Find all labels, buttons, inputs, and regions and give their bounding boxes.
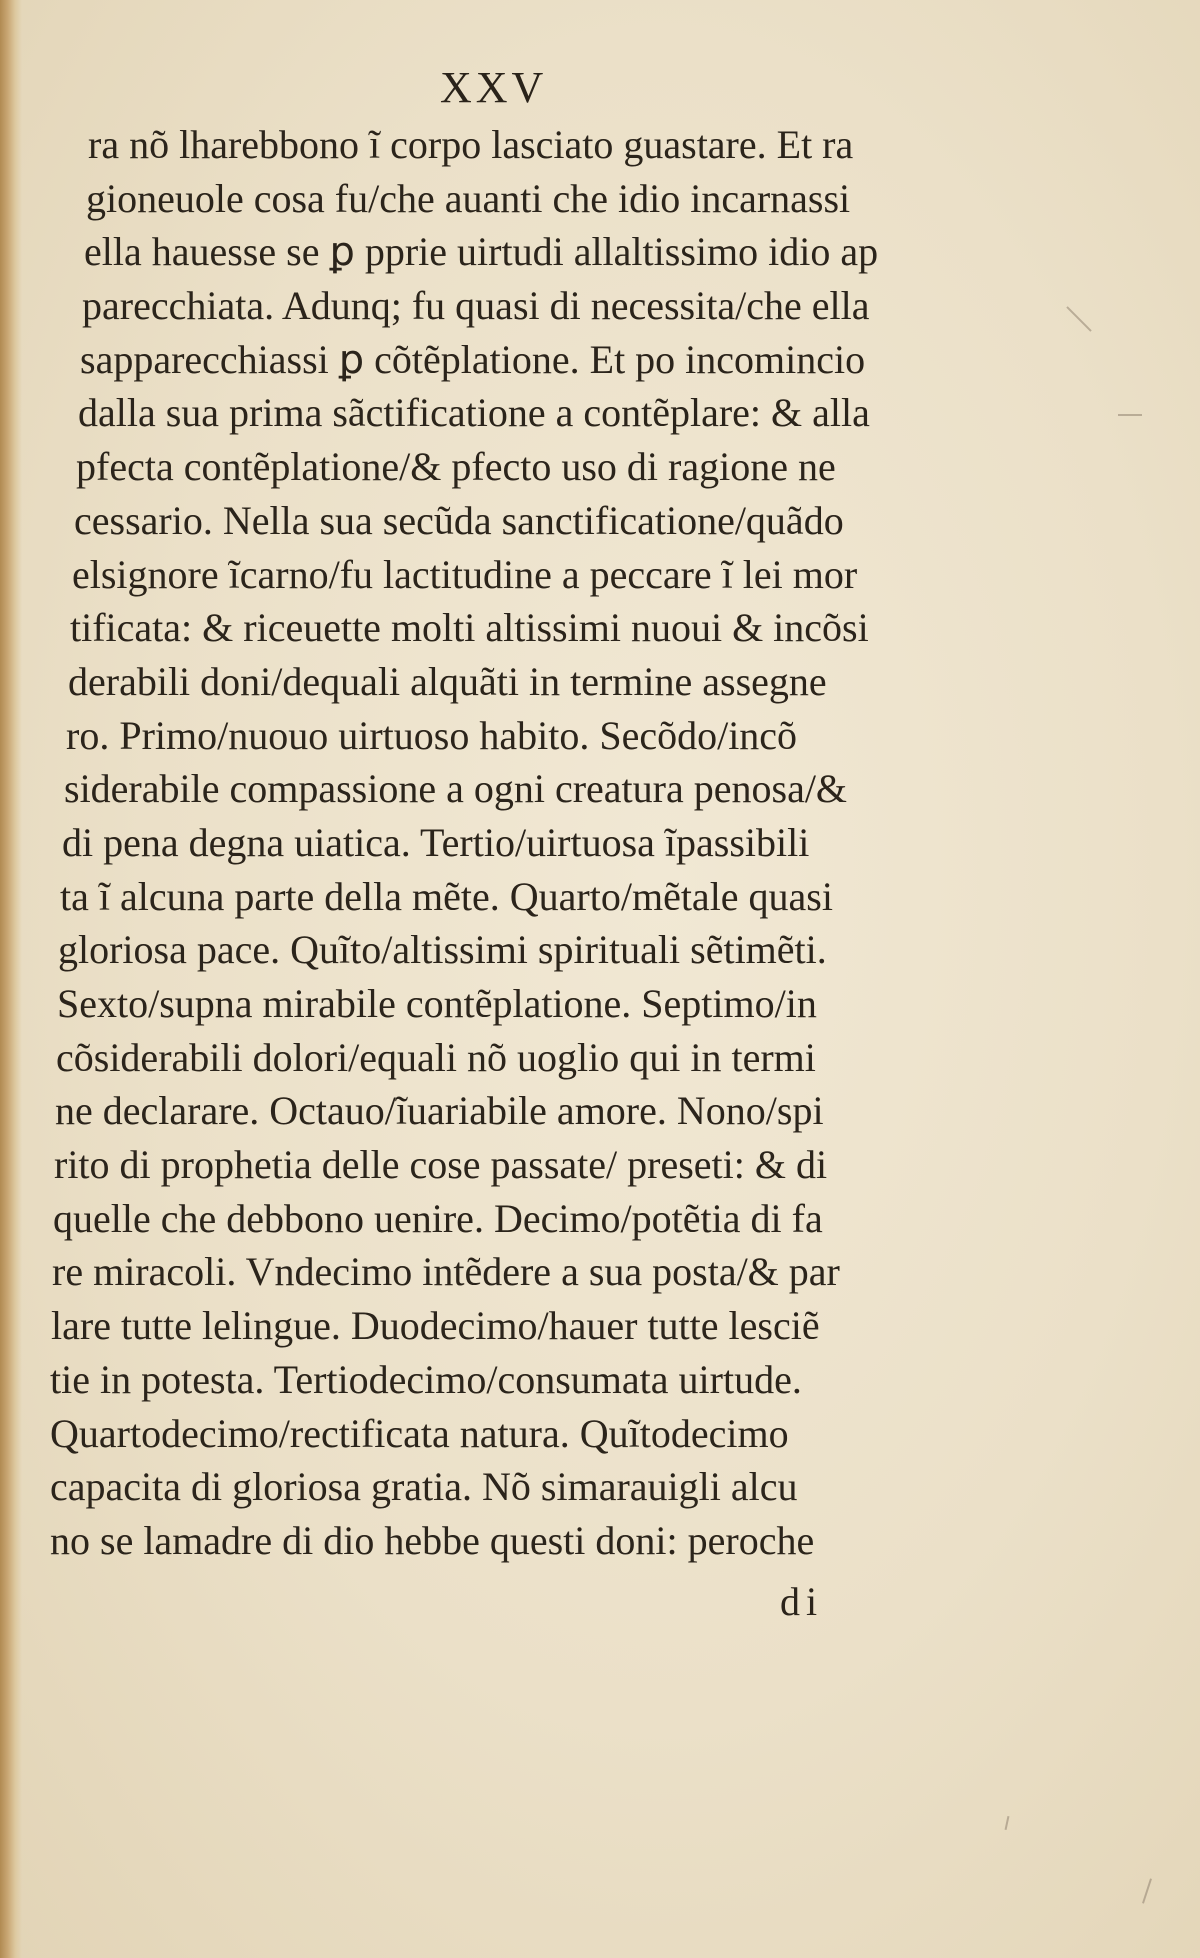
text-line: tificata: & riceuette molti altissimi nuoui & incõsi xyxy=(70,605,869,651)
text-line: ella hauesse se ꝑ pprie uirtudi allaltissimo idio ap xyxy=(84,229,879,275)
text-line: pfecta contẽplatione/& pfecto uso di ragione ne xyxy=(76,444,836,490)
text-line: sapparecchiassi ꝑ cõtẽplatione. Et po incomincio xyxy=(80,336,866,382)
text-line: Sexto/supna mirabile contẽplatione. Septimo/in xyxy=(57,981,817,1026)
text-line: no se lamadre di dio hebbe questi doni: peroche xyxy=(50,1517,815,1563)
text-line: capacita di gloriosa gratia. Nõ simarauigli alcu xyxy=(50,1464,798,1510)
paper-mark xyxy=(1005,1816,1010,1830)
paper-mark xyxy=(1142,1878,1152,1903)
text-block xyxy=(50,118,950,1568)
paper-mark xyxy=(1066,306,1091,331)
text-line: Quartodecimo/rectificata natura. Quĩtodecimo xyxy=(50,1410,789,1456)
text-line: lare tutte lelingue. Duodecimo/hauer tutte lesciẽ xyxy=(51,1303,820,1349)
text-line: rito di prophetia delle cose passate/ preseti: & di xyxy=(54,1142,828,1188)
catchword: di xyxy=(780,1579,824,1624)
folio-number: XXV xyxy=(440,63,548,112)
text-line: gioneuole cosa fu/che auanti che idio incarnassi xyxy=(86,175,851,221)
text-line: cõsiderabili dolori/equali nõ uoglio qui in termi xyxy=(56,1034,816,1080)
text-line: dalla sua prima sãctificatione a contẽplare: & alla xyxy=(78,390,870,436)
text-line: re miracoli. Vndecimo intẽdere a sua posta/& par xyxy=(52,1249,840,1295)
text-line: elsignore ĩcarno/fu lactitudine a peccare ĩ lei mor xyxy=(72,551,858,597)
text-line: derabili doni/dequali alquãti in termine assegne xyxy=(68,658,827,704)
text-line: ro. Primo/nuouo uirtuoso habito. Secõdo/incõ xyxy=(66,712,798,758)
text-line: parecchiata. Adunq; fu quasi di necessita/che ella xyxy=(82,283,870,329)
text-line: ta ĩ alcuna parte della mẽte. Quarto/mẽtale quasi xyxy=(60,873,833,919)
text-line: gloriosa pace. Quĩto/altissimi spirituali sẽtimẽti. xyxy=(58,927,827,973)
binding-gutter xyxy=(0,0,22,1958)
text-line: ne declarare. Octauo/ĩuariabile amore. Nono/spi xyxy=(55,1088,824,1134)
text-line: quelle che debbono uenire. Decimo/potẽtia di fa xyxy=(53,1195,823,1241)
text-line: tie in potesta. Tertiodecimo/consumata uirtude. xyxy=(50,1356,802,1402)
text-line: cessario. Nella sua secũda sanctificatione/quãdo xyxy=(74,497,844,543)
text-line: di pena degna uiatica. Tertio/uirtuosa ĩpassibili xyxy=(62,819,810,865)
text-line: siderabile compassione a ogni creatura penosa/& xyxy=(64,766,848,812)
text-line: ra nõ lharebbono ĩ corpo lasciato guastare. Et ra xyxy=(88,122,854,167)
paper-mark xyxy=(1118,414,1142,416)
